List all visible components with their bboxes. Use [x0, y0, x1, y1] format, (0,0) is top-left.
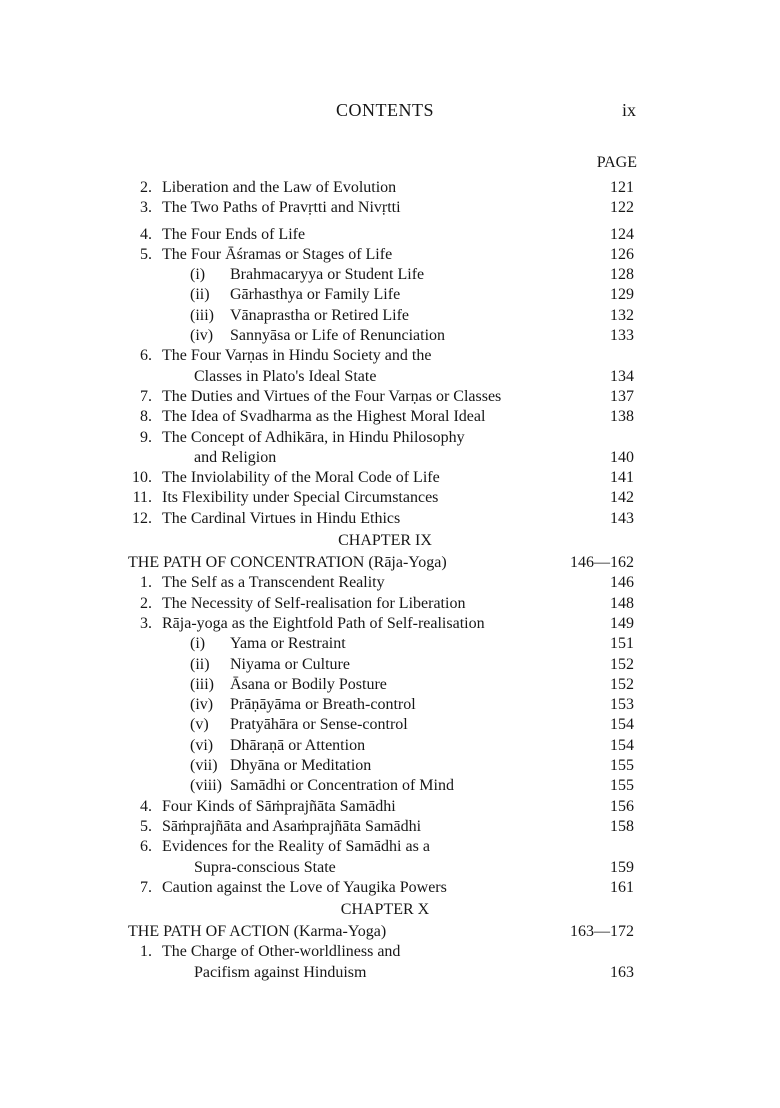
toc-entry — [0, 817, 780, 837]
entry-number: 7. — [140, 878, 152, 896]
entry-number: 6. — [140, 838, 152, 856]
part-title-row — [0, 553, 780, 573]
entry-number: 1. — [140, 943, 152, 961]
entry-title-continued: and Religion — [194, 448, 277, 466]
toc-subentry — [0, 736, 780, 756]
subentry-page: 132 — [610, 306, 634, 324]
toc-entry — [0, 346, 780, 366]
toc-subentry — [0, 695, 780, 715]
toc-entry — [0, 797, 780, 817]
entry-title: The Charge of Other-worldliness and — [162, 943, 401, 961]
subentry-title: Niyama or Culture — [230, 655, 350, 673]
page-number: ix — [621, 100, 636, 120]
toc-subentry — [0, 306, 780, 326]
page-header-title: CONTENTS — [336, 100, 434, 120]
subentry-number: (iv) — [190, 696, 214, 714]
toc-subentry — [0, 634, 780, 654]
subentry-page: 153 — [610, 696, 634, 714]
toc-subentry — [0, 715, 780, 735]
entry-title: Rāja-yoga as the Eightfold Path of Self-realisation — [162, 614, 485, 632]
subentry-number: (iii) — [190, 675, 214, 693]
entry-number: 10. — [132, 469, 152, 487]
subentry-number: (i) — [190, 266, 206, 284]
entry-title: The Four Varṇas in Hindu Society and the — [162, 347, 432, 365]
entry-number: 2. — [140, 594, 152, 612]
entry-title-continued: Classes in Plato's Ideal State — [194, 367, 377, 385]
toc-entry — [0, 614, 780, 634]
entry-number: 8. — [140, 408, 152, 426]
subentry-number: (vii) — [190, 757, 218, 775]
subentry-title: Dhyāna or Meditation — [230, 757, 372, 775]
toc-entry — [0, 387, 780, 407]
subentry-page: 155 — [610, 777, 634, 795]
entry-title: The Four Āśramas or Stages of Life — [162, 245, 393, 263]
entry-page: 126 — [610, 245, 634, 263]
entry-page: 161 — [610, 878, 634, 896]
part-title-row — [0, 922, 780, 942]
subentry-title: Gārhasthya or Family Life — [230, 286, 401, 304]
toc-entry-continuation — [0, 367, 780, 387]
subentry-page: 154 — [610, 716, 634, 734]
toc-subentry — [0, 776, 780, 796]
entry-number: 3. — [140, 199, 152, 217]
subentry-number: (iii) — [190, 306, 214, 324]
toc-entry — [0, 178, 780, 198]
entry-title: Its Flexibility under Special Circumstances — [162, 489, 439, 507]
entry-page: 121 — [610, 179, 634, 196]
toc-subentry — [0, 326, 780, 346]
toc-entry — [0, 428, 780, 448]
entry-number: 2. — [140, 179, 152, 196]
toc-entry — [0, 573, 780, 593]
subentry-number: (iv) — [190, 327, 214, 345]
subentry-number: (ii) — [190, 655, 210, 673]
subentry-number: (i) — [190, 635, 206, 653]
entry-page: 158 — [610, 817, 634, 835]
toc-subentry — [0, 675, 780, 695]
entry-title: The Inviolability of the Moral Code of Life — [162, 469, 440, 487]
subentry-page: 152 — [610, 675, 634, 693]
entry-number: 5. — [140, 245, 152, 263]
subentry-title: Yama or Restraint — [230, 635, 346, 653]
subentry-page: 154 — [610, 736, 634, 754]
entry-number: 12. — [132, 509, 152, 527]
toc-entry — [0, 837, 780, 857]
toc-entry — [0, 198, 780, 218]
part-pages: 163—172 — [570, 923, 634, 941]
entry-page: 138 — [610, 408, 634, 426]
subentry-page: 129 — [610, 286, 634, 304]
entry-title: Evidences for the Reality of Samādhi as a — [162, 838, 430, 856]
subentry-title: Dhāraṇā or Attention — [230, 736, 366, 754]
subentry-number: (ii) — [190, 286, 210, 304]
toc-entry-continuation — [0, 858, 780, 878]
entry-number: 6. — [140, 347, 152, 365]
part-title: THE PATH OF ACTION (Karma-Yoga) — [128, 923, 387, 941]
entry-page: 143 — [610, 509, 634, 527]
entry-page: 141 — [610, 469, 634, 487]
entry-title: The Duties and Virtues of the Four Varṇas or Classes — [162, 387, 502, 405]
entry-title: The Cardinal Virtues in Hindu Ethics — [162, 509, 401, 527]
subentry-number: (viii) — [190, 777, 222, 795]
subentry-title: Samādhi or Concentration of Mind — [230, 777, 454, 795]
table-of-contents — [0, 178, 780, 983]
entry-title: The Concept of Adhikāra, in Hindu Philosophy — [162, 428, 465, 446]
toc-subentry — [0, 265, 780, 285]
entry-title: Sāṁprajñāta and Asaṁprajñāta Samādhi — [162, 817, 422, 835]
toc-entry — [0, 225, 780, 245]
subentry-title: Prāṇāyāma or Breath-control — [230, 696, 416, 714]
subentry-title: Sannyāsa or Life of Renunciation — [230, 327, 446, 345]
page-column-label: PAGE — [596, 154, 637, 171]
subentry-page: 155 — [610, 757, 634, 775]
entry-page: 122 — [610, 199, 634, 217]
entry-page: 148 — [610, 594, 634, 612]
subentry-title: Pratyāhāra or Sense-control — [230, 716, 408, 734]
entry-title-continued: Pacifism against Hinduism — [194, 963, 367, 981]
entry-number: 5. — [140, 817, 152, 835]
entry-number: 3. — [140, 614, 152, 632]
entry-page: 156 — [610, 797, 634, 815]
entry-title: The Necessity of Self-realisation for Liberation — [162, 594, 466, 612]
entry-number: 7. — [140, 387, 152, 405]
subentry-number: (v) — [190, 716, 209, 734]
entry-title: The Two Paths of Pravṛtti and Nivṛtti — [162, 199, 401, 217]
entry-title: The Idea of Svadharma as the Highest Moral Ideal — [162, 408, 486, 426]
toc-entry — [0, 245, 780, 265]
subentry-title: Brahmacaryya or Student Life — [230, 266, 425, 284]
subentry-number: (vi) — [190, 736, 214, 754]
part-title: THE PATH OF CONCENTRATION (Rāja-Yoga) — [128, 554, 447, 572]
toc-subentry — [0, 285, 780, 305]
toc-entry-continuation — [0, 963, 780, 983]
toc-subentry — [0, 756, 780, 776]
toc-subentry — [0, 655, 780, 675]
entry-page: 140 — [610, 448, 634, 466]
entry-number: 9. — [140, 428, 152, 446]
toc-entry — [0, 407, 780, 427]
entry-number: 4. — [140, 225, 152, 243]
entry-page: 137 — [610, 387, 634, 405]
toc-entry — [0, 468, 780, 488]
entry-title-continued: Supra-conscious State — [194, 858, 336, 876]
entry-title: Caution against the Love of Yaugika Powers — [162, 878, 447, 896]
entry-page: 142 — [610, 489, 634, 507]
entry-title: The Self as a Transcendent Reality — [162, 574, 385, 592]
entry-page: 134 — [610, 367, 634, 385]
subentry-page: 151 — [610, 635, 634, 653]
entry-number: 1. — [140, 574, 152, 592]
subentry-page: 133 — [610, 327, 634, 345]
entry-page: 163 — [610, 963, 634, 981]
entry-title: Four Kinds of Sāṁprajñāta Samādhi — [162, 797, 396, 815]
entry-title: Liberation and the Law of Evolution — [162, 179, 397, 196]
chapter-heading: CHAPTER IX — [338, 532, 432, 550]
entry-page: 149 — [610, 614, 634, 632]
entry-number: 4. — [140, 797, 152, 815]
entry-page: 159 — [610, 858, 634, 876]
toc-entry — [0, 878, 780, 898]
toc-entry — [0, 594, 780, 614]
toc-entry — [0, 488, 780, 508]
subentry-page: 152 — [610, 655, 634, 673]
subentry-title: Vānaprastha or Retired Life — [230, 306, 410, 324]
toc-entry — [0, 509, 780, 529]
entry-number: 11. — [132, 489, 152, 507]
entry-page: 146 — [610, 574, 634, 592]
chapter-heading: CHAPTER X — [340, 901, 430, 919]
toc-entry-continuation — [0, 448, 780, 468]
subentry-page: 128 — [610, 266, 634, 284]
subentry-title: Āsana or Bodily Posture — [230, 675, 387, 693]
part-pages: 146—162 — [570, 554, 634, 572]
entry-page: 124 — [610, 225, 634, 243]
entry-title: The Four Ends of Life — [162, 225, 306, 243]
toc-entry — [0, 942, 780, 962]
